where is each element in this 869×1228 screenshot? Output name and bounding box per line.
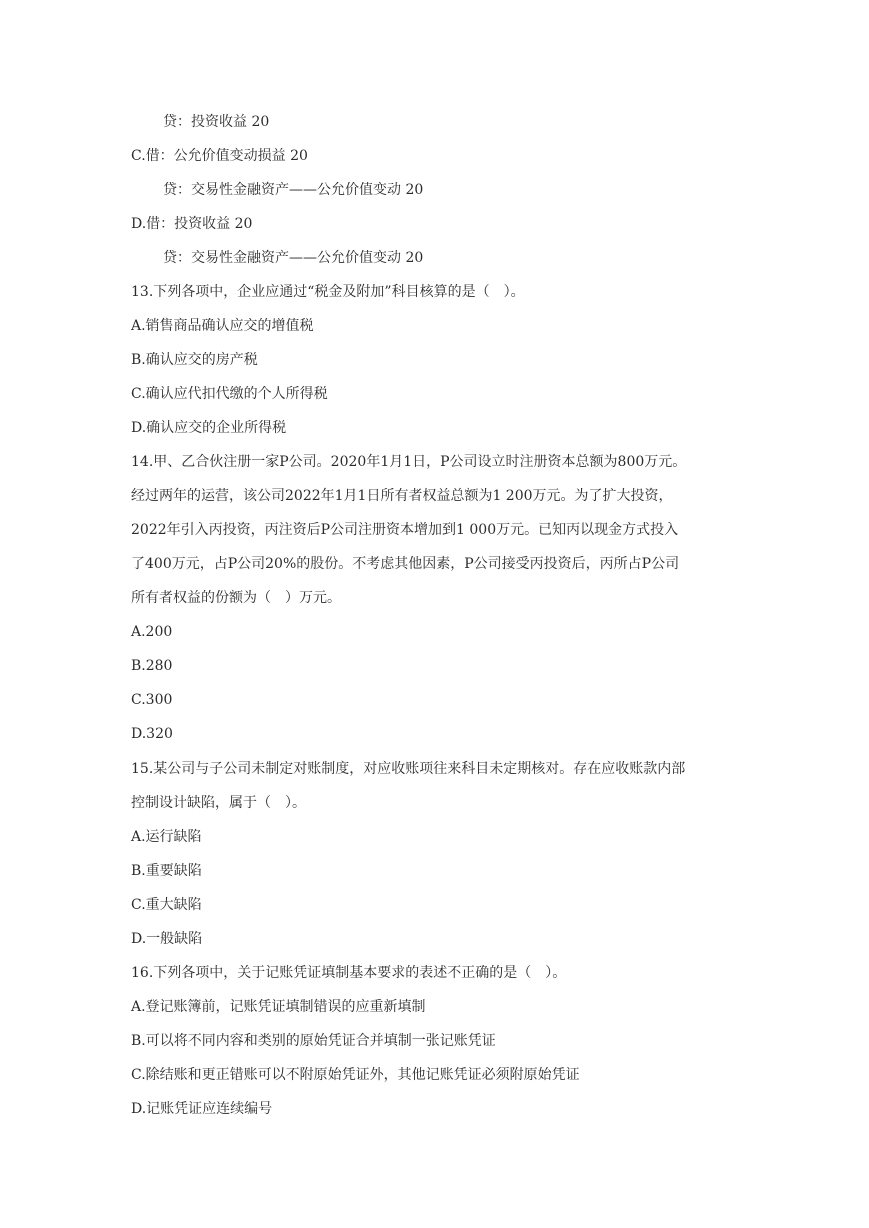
q15-stem-line-2: 控制设计缺陷，属于（ ）。 — [131, 795, 306, 811]
q15-option-b: B.重要缺陷 — [131, 863, 202, 879]
q13-stem: 13.下列各项中，企业应通过“税金及附加”科目核算的是（ ）。 — [131, 284, 525, 300]
q13-option-b: B.确认应交的房产税 — [131, 352, 258, 368]
q15-stem-line-1: 15.某公司与子公司未制定对账制度，对应收账项往来科目未定期核对。存在应收账款内部 — [131, 761, 686, 777]
q12-option-c-credit: 贷：交易性金融资产——公允价值变动 20 — [163, 182, 424, 198]
q12-option-b-credit: 贷：投资收益 20 — [163, 114, 270, 130]
q13-option-d: D.确认应交的企业所得税 — [131, 420, 287, 436]
q15-option-d: D.一般缺陷 — [131, 931, 203, 947]
q16-option-a: A.登记账簿前，记账凭证填制错误的应重新填制 — [131, 999, 426, 1015]
q16-option-c: C.除结账和更正错账可以不附原始凭证外，其他记账凭证必须附原始凭证 — [131, 1067, 580, 1083]
q14-option-c: C.300 — [131, 692, 173, 708]
q14-option-a: A.200 — [131, 624, 173, 640]
q14-option-d: D.320 — [131, 726, 173, 742]
q12-option-c: C.借：公允价值变动损益 20 — [131, 148, 308, 164]
q12-option-d: D.借：投资收益 20 — [131, 216, 253, 232]
q14-stem-line-5: 所有者权益的份额为（ ）万元。 — [131, 590, 341, 606]
q13-option-a: A.销售商品确认应交的增值税 — [131, 318, 314, 334]
q12-option-d-credit: 贷：交易性金融资产——公允价值变动 20 — [163, 250, 424, 266]
q14-option-b: B.280 — [131, 658, 173, 674]
q14-stem-line-3: 2022年引入丙投资，丙注资后P公司注册资本增加到1 000万元。已知丙以现金方式投入 — [131, 522, 679, 538]
q15-option-c: C.重大缺陷 — [131, 897, 202, 913]
q14-stem-line-2: 经过两年的运营，该公司2022年1月1日所有者权益总额为1 200万元。为了扩大投资， — [131, 488, 673, 504]
q15-option-a: A.运行缺陷 — [131, 829, 202, 845]
q13-option-c: C.确认应代扣代缴的个人所得税 — [131, 386, 328, 402]
q16-stem: 16.下列各项中，关于记账凭证填制基本要求的表述不正确的是（ ）。 — [131, 965, 567, 981]
q14-stem-line-1: 14.甲、乙合伙注册一家P公司。2020年1月1日，P公司设立时注册资本总额为800万元。 — [131, 454, 687, 470]
q14-stem-line-4: 了400万元，占P公司20%的股份。不考虑其他因素，P公司接受丙投资后，丙所占P公司 — [131, 556, 680, 572]
q16-option-b: B.可以将不同内容和类别的原始凭证合并填制一张记账凭证 — [131, 1033, 496, 1049]
q16-option-d: D.记账凭证应连续编号 — [131, 1101, 273, 1117]
